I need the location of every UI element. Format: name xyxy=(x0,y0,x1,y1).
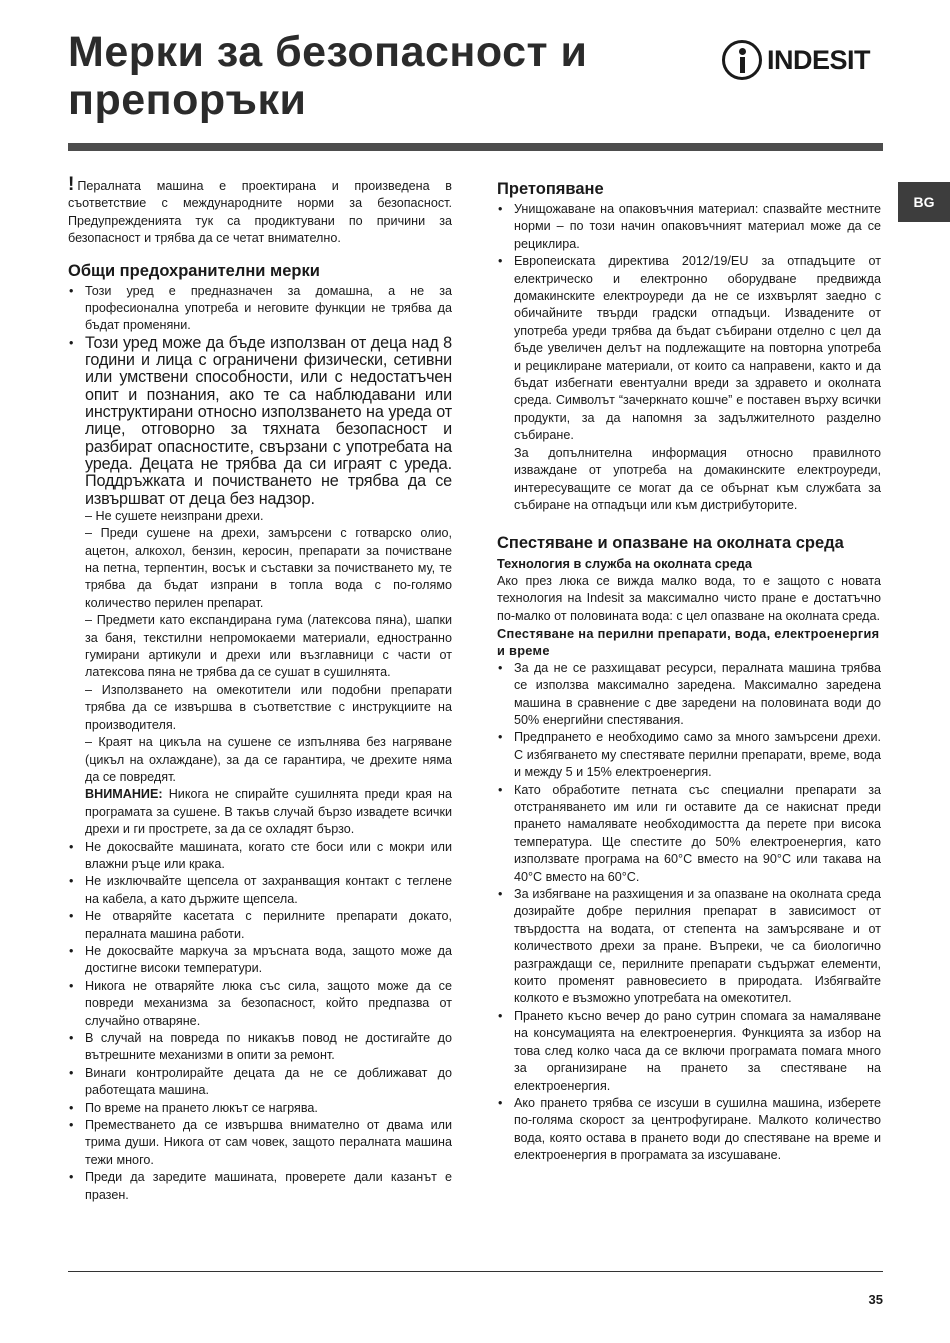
list-item-children-warning xyxy=(68,335,452,839)
dryer-note: – Преди сушене на дрехи, замърсени с готварско олио, ацетон, алкохол, бензин, керосин, препарати за почистване на петна, терпентин, восък и съставки за почистването му, те трябва да бъдат изпрани в топла вода с по-голямо количество перилен препарат. xyxy=(85,526,452,610)
list-item: • В случай на повреда по никакъв повод не достигайте до вътрешните механизми в опити за ремонт. xyxy=(68,1030,452,1065)
list-item: • Не докосвайте машината, когато сте боси или с мокри или влажни ръце или крака. xyxy=(68,839,452,874)
page-number: 35 xyxy=(868,1292,883,1307)
list-item: • Не изключвайте щепсела от захранващия контакт с теглене на кабела, а като държите щепсела. xyxy=(68,873,452,908)
dryer-note: – Използването на омекотители или подобни препарати трябва да се извършва в съответствие с инструкциите на производителя. xyxy=(85,682,452,732)
language-tab: BG xyxy=(898,182,950,222)
attention-label: ВНИМАНИЕ: xyxy=(85,787,163,802)
list-item: • Като обработите петната със специални препарати за отстраняването им или ги оставите да се накиснат преди прането намалявате необходимостта да перете при висока температура. Ще спестите до 50% електроенергия, като използвате програма на 60°C вместо на 90°C или такава на 40°C вместо на 60°C. xyxy=(497,782,881,886)
dryer-note: – Краят на цикъла на сушене се изпълнява без нагряване (цикъл на охлаждане), за да се гарантира, че дрехите няма да се повредят. xyxy=(85,735,452,784)
general-precautions-list xyxy=(68,283,452,1204)
list-item: • Унищожаване на опаковъчния материал: спазвайте местните норми – по този начин опаковъчният материал може да се рециклира. xyxy=(497,201,881,253)
right-column xyxy=(497,178,881,1165)
list-item: • За да не се разхищават ресурси, пералната машина трябва се използва максимално заредена. Максимално заредена машина в сравнение с две заредени на половината води до 50% енергийни спестявания. xyxy=(497,660,881,730)
list-item: • Ако прането трябва се изсуши в сушилна машина, изберете по-голяма скорост за центрофугиране. Малкото количество вода, която остава в прането води до спестяване на време и електроенергия в програмата за изсушаване. xyxy=(497,1095,881,1165)
left-column xyxy=(68,174,452,1204)
saving-list xyxy=(497,660,881,1165)
info-icon xyxy=(722,40,762,80)
dryer-note: – Предмети като експандирана гума (латексова пяна), шапки за баня, текстилни непромокаеми материали, едностранно гумирани артикули и дрехи или възглавници с части от латексова пяна не трябва да се сушат в сушилнята. xyxy=(85,613,452,680)
intro-paragraph xyxy=(68,174,452,248)
disposal-list xyxy=(497,201,881,514)
dryer-note: – Не сушете неизпрани дрехи. xyxy=(85,508,264,523)
weee-extra-info: За допълнителна информация относно правилното изваждане от употреба на домакинските електроуреди, интересуващите се могат да се обърнат към службата за събиране на отпадъци или към дистрибуторите. xyxy=(514,445,881,512)
list-item-weee xyxy=(497,253,881,514)
indesit-logo xyxy=(722,38,887,82)
list-item: • Никога не отваряйте люка със сила, защото може да се повреди механизма за безопасност, който предпазва от случайно отваряне. xyxy=(68,978,452,1030)
warning-mark-icon: ! xyxy=(68,174,75,195)
saving-heading: Спестяване и опазване на околната среда xyxy=(497,534,844,553)
intro-text: Пералната машина е проектирана и произведена в съответствие с международните норми за безопасност. Предупрежденията тук са продиктувани по причини за безопасност и трябва да се четат внимателно. xyxy=(68,179,452,246)
list-item: • Прането късно вечер до рано сутрин спомага за намаляване на консумацията на електроенергия. Функцията за избор на това след колко часа да се включи програмата помага много за организиране на прането за спестяване на електроенергия. xyxy=(497,1008,881,1095)
general-precautions-heading: Общи предохранителни мерки xyxy=(68,261,320,280)
list-item: • За избягване на разхищения и за опазване на околната среда дозирайте добре перилния препарат в зависимост от твърдостта на водата, от степента на замърсяване и от количеството дрехи за пране. Въпреки, че са биологично разграждащи се, перилните препарати съдържат елементи, които променят равновесието в природата. Избягвайте колкото е възможно употребата на омекотител. xyxy=(497,886,881,1008)
brand-name: INDESIT xyxy=(767,44,871,75)
disposal-heading: Претопяване xyxy=(497,180,604,198)
list-item: • Преди да заредите машината, проверете дали казанът е празен. xyxy=(68,1169,452,1204)
technology-paragraph: Ако през люка се вижда малко вода, то е защото с новата технология на Indesit за максимално чисто пране е достатъчно по-малко от половината вода: с цел опазване на околната среда. xyxy=(497,573,881,623)
list-item: • Предпрането е необходимо само за много замърсени дрехи. С избягването му спестявате перилни препарати, време, вода и между 5 и 15% електроенергия. xyxy=(497,729,881,781)
list-item: • Не докосвайте маркуча за мръсната вода, защото може да достигне високи температури. xyxy=(68,943,452,978)
list-item: • Винаги контролирайте децата да не се доближават до работещата машина. xyxy=(68,1065,452,1100)
weee-text: Европеиската директива 2012/19/EU за отпадъците от електрическо и електронно оборудване предвижда домакинските електроуреди да не се изхвърлят заедно с обичайните твърди градски отпадъци. Извадените от употреба уреди трябва да бъдат събирани отделно с цел да бъде увеличен делът на подлежащите на повторна употреба и рециклиране материали, от които са направени, както и да бъдат избегнати евентуални вреди за здравето и околната среда. Символът “зачеркнато кошче” е поставен върху всички продукти, за да напомня за задължителното разделно събиране. xyxy=(514,254,881,443)
children-warning-text: Този уред може да бъде използван от деца над 8 години и лица с ограничени физически, сетивни или умствени способности, или с недостатъчен опит и познания, ако те са наблюдавани или инструктирани относно използването на уреда от лице, отговорно за тяхната безопасност и разбират опасностите, свързани с употребата на уреда. Децата не трябва да си играят с уреда. Поддръжката и почистването не трябва да се извършват от деца без надзор. xyxy=(85,333,452,508)
list-item: • Този уред е предназначен за домашна, а не за професионална употреба и неговите функции не трябва да бъдат променяни. xyxy=(68,283,452,335)
list-item: • По време на прането люкът се нагрява. xyxy=(68,1100,452,1117)
header-divider xyxy=(68,143,883,151)
list-item: • Не отваряйте касетата с перилните препарати докато, пералната машина работи. xyxy=(68,908,452,943)
footer-divider xyxy=(68,1271,883,1272)
resources-subheading: Спестяване на перилни препарати, вода, електроенергия и време xyxy=(497,625,880,659)
attention-text: Никога не спирайте сушилнята преди края на програмата за сушене. В такъв случай бързо извадете всички дрехи и ги прострете, за да се охладят бързо. xyxy=(85,787,452,837)
attention-note xyxy=(85,786,452,838)
technology-subheading: Технология в служба на околната среда xyxy=(497,556,753,572)
list-item: • Преместването да се извършва внимателно от двама или трима души. Никога от сам човек, защото пералната машина тежи много. xyxy=(68,1117,452,1169)
page-title: Мерки за безопасност и препоръки xyxy=(68,28,588,124)
